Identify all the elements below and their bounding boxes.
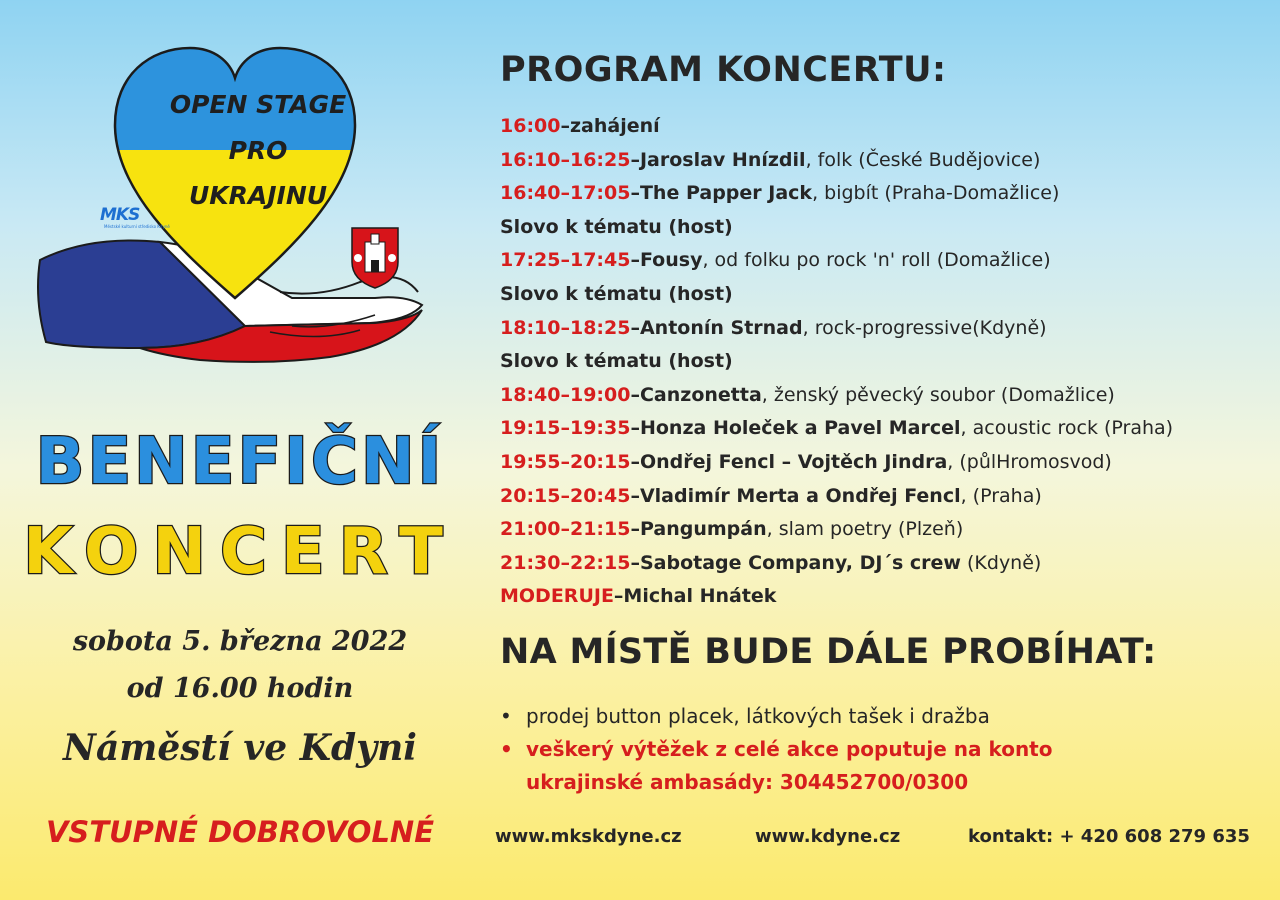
program-description: , bigbít (Praha-Domažlice)	[812, 182, 1060, 205]
info-item	[500, 700, 1260, 733]
program-heading: PROGRAM KONCERTU:	[500, 50, 947, 90]
program-row	[500, 244, 1270, 278]
program-row	[500, 480, 1270, 514]
program-performer: Fousy	[639, 249, 703, 272]
info-heading: NA MÍSTĚ BUDE DÁLE PROBÍHAT:	[500, 632, 1157, 672]
program-host-row	[500, 345, 1270, 379]
program-dash: –	[630, 450, 640, 473]
program-row	[500, 110, 1270, 144]
program-dash: –	[630, 182, 640, 205]
program-performer: zahájení	[569, 115, 660, 137]
program-time: 21:30–22:15	[500, 551, 631, 574]
event-date: sobota 5. března 2022	[72, 626, 408, 657]
program-time: 19:15–19:35	[500, 417, 631, 440]
title-concert: KONCERT	[23, 515, 457, 589]
heart-title-line3: UKRAJINU	[188, 181, 328, 210]
program-row	[500, 144, 1270, 178]
program-dash: –	[630, 518, 640, 541]
program-time: MODERUJE	[500, 585, 614, 608]
program-time: 19:55–20:15	[500, 450, 631, 473]
program-description: , slam poetry (Plzeň)	[766, 518, 964, 541]
program-description: , acoustic rock (Praha)	[960, 417, 1174, 440]
program-performer: Honza Holeček a Pavel Marcel	[639, 417, 961, 440]
info-item-text: prodej button placek, látkových tašek i dražba	[526, 704, 990, 728]
program-description: , folk (České Budějovice)	[805, 148, 1041, 171]
program-dash: –	[630, 417, 640, 440]
program-description: , (Praha)	[960, 484, 1042, 507]
contact-phone: kontakt: + 420 608 279 635	[968, 826, 1250, 847]
program-time: 16:10–16:25	[500, 148, 631, 171]
program-row	[500, 312, 1270, 346]
program-dash: –	[630, 551, 640, 574]
program-dash: –	[630, 383, 640, 406]
website-mkskdyne-link[interactable]: www.mkskdyne.cz	[495, 826, 682, 847]
title-benefit: BENEFIČNÍ	[35, 425, 445, 499]
program-host-row	[500, 211, 1270, 245]
program-time: 17:25–17:45	[500, 249, 631, 272]
program-description: , (půlHromosvod)	[947, 450, 1112, 473]
program-dash: –	[560, 115, 570, 137]
program-performer: Antonín Strnad	[639, 316, 803, 339]
program-row	[500, 446, 1270, 480]
kdyne-coat-of-arms-icon	[352, 228, 398, 288]
program-performer: Sabotage Company, DJ´s crew	[639, 551, 961, 574]
program-host-label: Slovo k tématu (host)	[500, 350, 733, 373]
program-performer: Pangumpán	[639, 518, 767, 541]
info-item-highlight	[500, 733, 1260, 799]
program-row	[500, 580, 1270, 614]
program-host-row	[500, 278, 1270, 312]
mks-logo: MKS	[100, 205, 140, 225]
bullet-icon: •	[500, 704, 512, 728]
program-dash: –	[613, 585, 624, 608]
program-dash: –	[630, 148, 640, 171]
program-list	[500, 110, 1270, 614]
event-time: od 16.00 hodin	[126, 673, 354, 704]
program-performer: The Papper Jack	[639, 182, 813, 205]
program-performer: Ondřej Fencl – Vojtěch Jindra	[639, 450, 948, 473]
program-description: , od folku po rock 'n' roll (Domažlice)	[702, 249, 1051, 272]
program-time: 16:00	[500, 115, 561, 137]
program-performer: Michal Hnátek	[623, 585, 777, 608]
program-performer: Jaroslav Hnízdil	[639, 148, 806, 171]
program-host-label: Slovo k tématu (host)	[500, 215, 733, 238]
program-row	[500, 513, 1270, 547]
program-dash: –	[630, 249, 640, 272]
heart-title-line2: PRO	[228, 136, 288, 165]
entry-fee: VSTUPNÉ DOBROVOLNÉ	[45, 815, 435, 849]
program-time: 21:00–21:15	[500, 518, 631, 541]
bullet-icon: •	[500, 737, 513, 761]
mks-logo-subtitle: Městské kulturní středisko Kdyně	[104, 224, 170, 229]
program-time: 18:40–19:00	[500, 383, 631, 406]
program-row	[500, 177, 1270, 211]
info-item-text-line2: ukrajinské ambasády: 304452700/0300	[526, 770, 969, 794]
program-row	[500, 412, 1270, 446]
program-time: 20:15–20:45	[500, 484, 631, 507]
program-dash: –	[630, 484, 640, 507]
program-time: 16:40–17:05	[500, 182, 631, 205]
program-performer: Vladimír Merta a Ondřej Fencl	[639, 484, 961, 507]
program-row	[500, 379, 1270, 413]
program-row	[500, 547, 1270, 581]
program-time: 18:10–18:25	[500, 316, 631, 339]
info-list	[500, 700, 1260, 799]
website-kdyne-link[interactable]: www.kdyne.cz	[755, 826, 901, 847]
program-description: , ženský pěvecký soubor (Domažlice)	[761, 383, 1115, 406]
program-host-label: Slovo k tématu (host)	[500, 282, 733, 305]
info-item-text-line1: veškerý výtěžek z celé akce poputuje na konto	[526, 737, 1053, 761]
program-dash: –	[630, 316, 640, 339]
heart-title-line1: OPEN STAGE	[169, 90, 347, 119]
program-performer: Canzonetta	[639, 383, 762, 406]
program-description: (Kdyně)	[960, 551, 1042, 574]
program-description: , rock-progressive(Kdyně)	[802, 316, 1047, 339]
event-place: Náměstí ve Kdyni	[63, 727, 417, 769]
